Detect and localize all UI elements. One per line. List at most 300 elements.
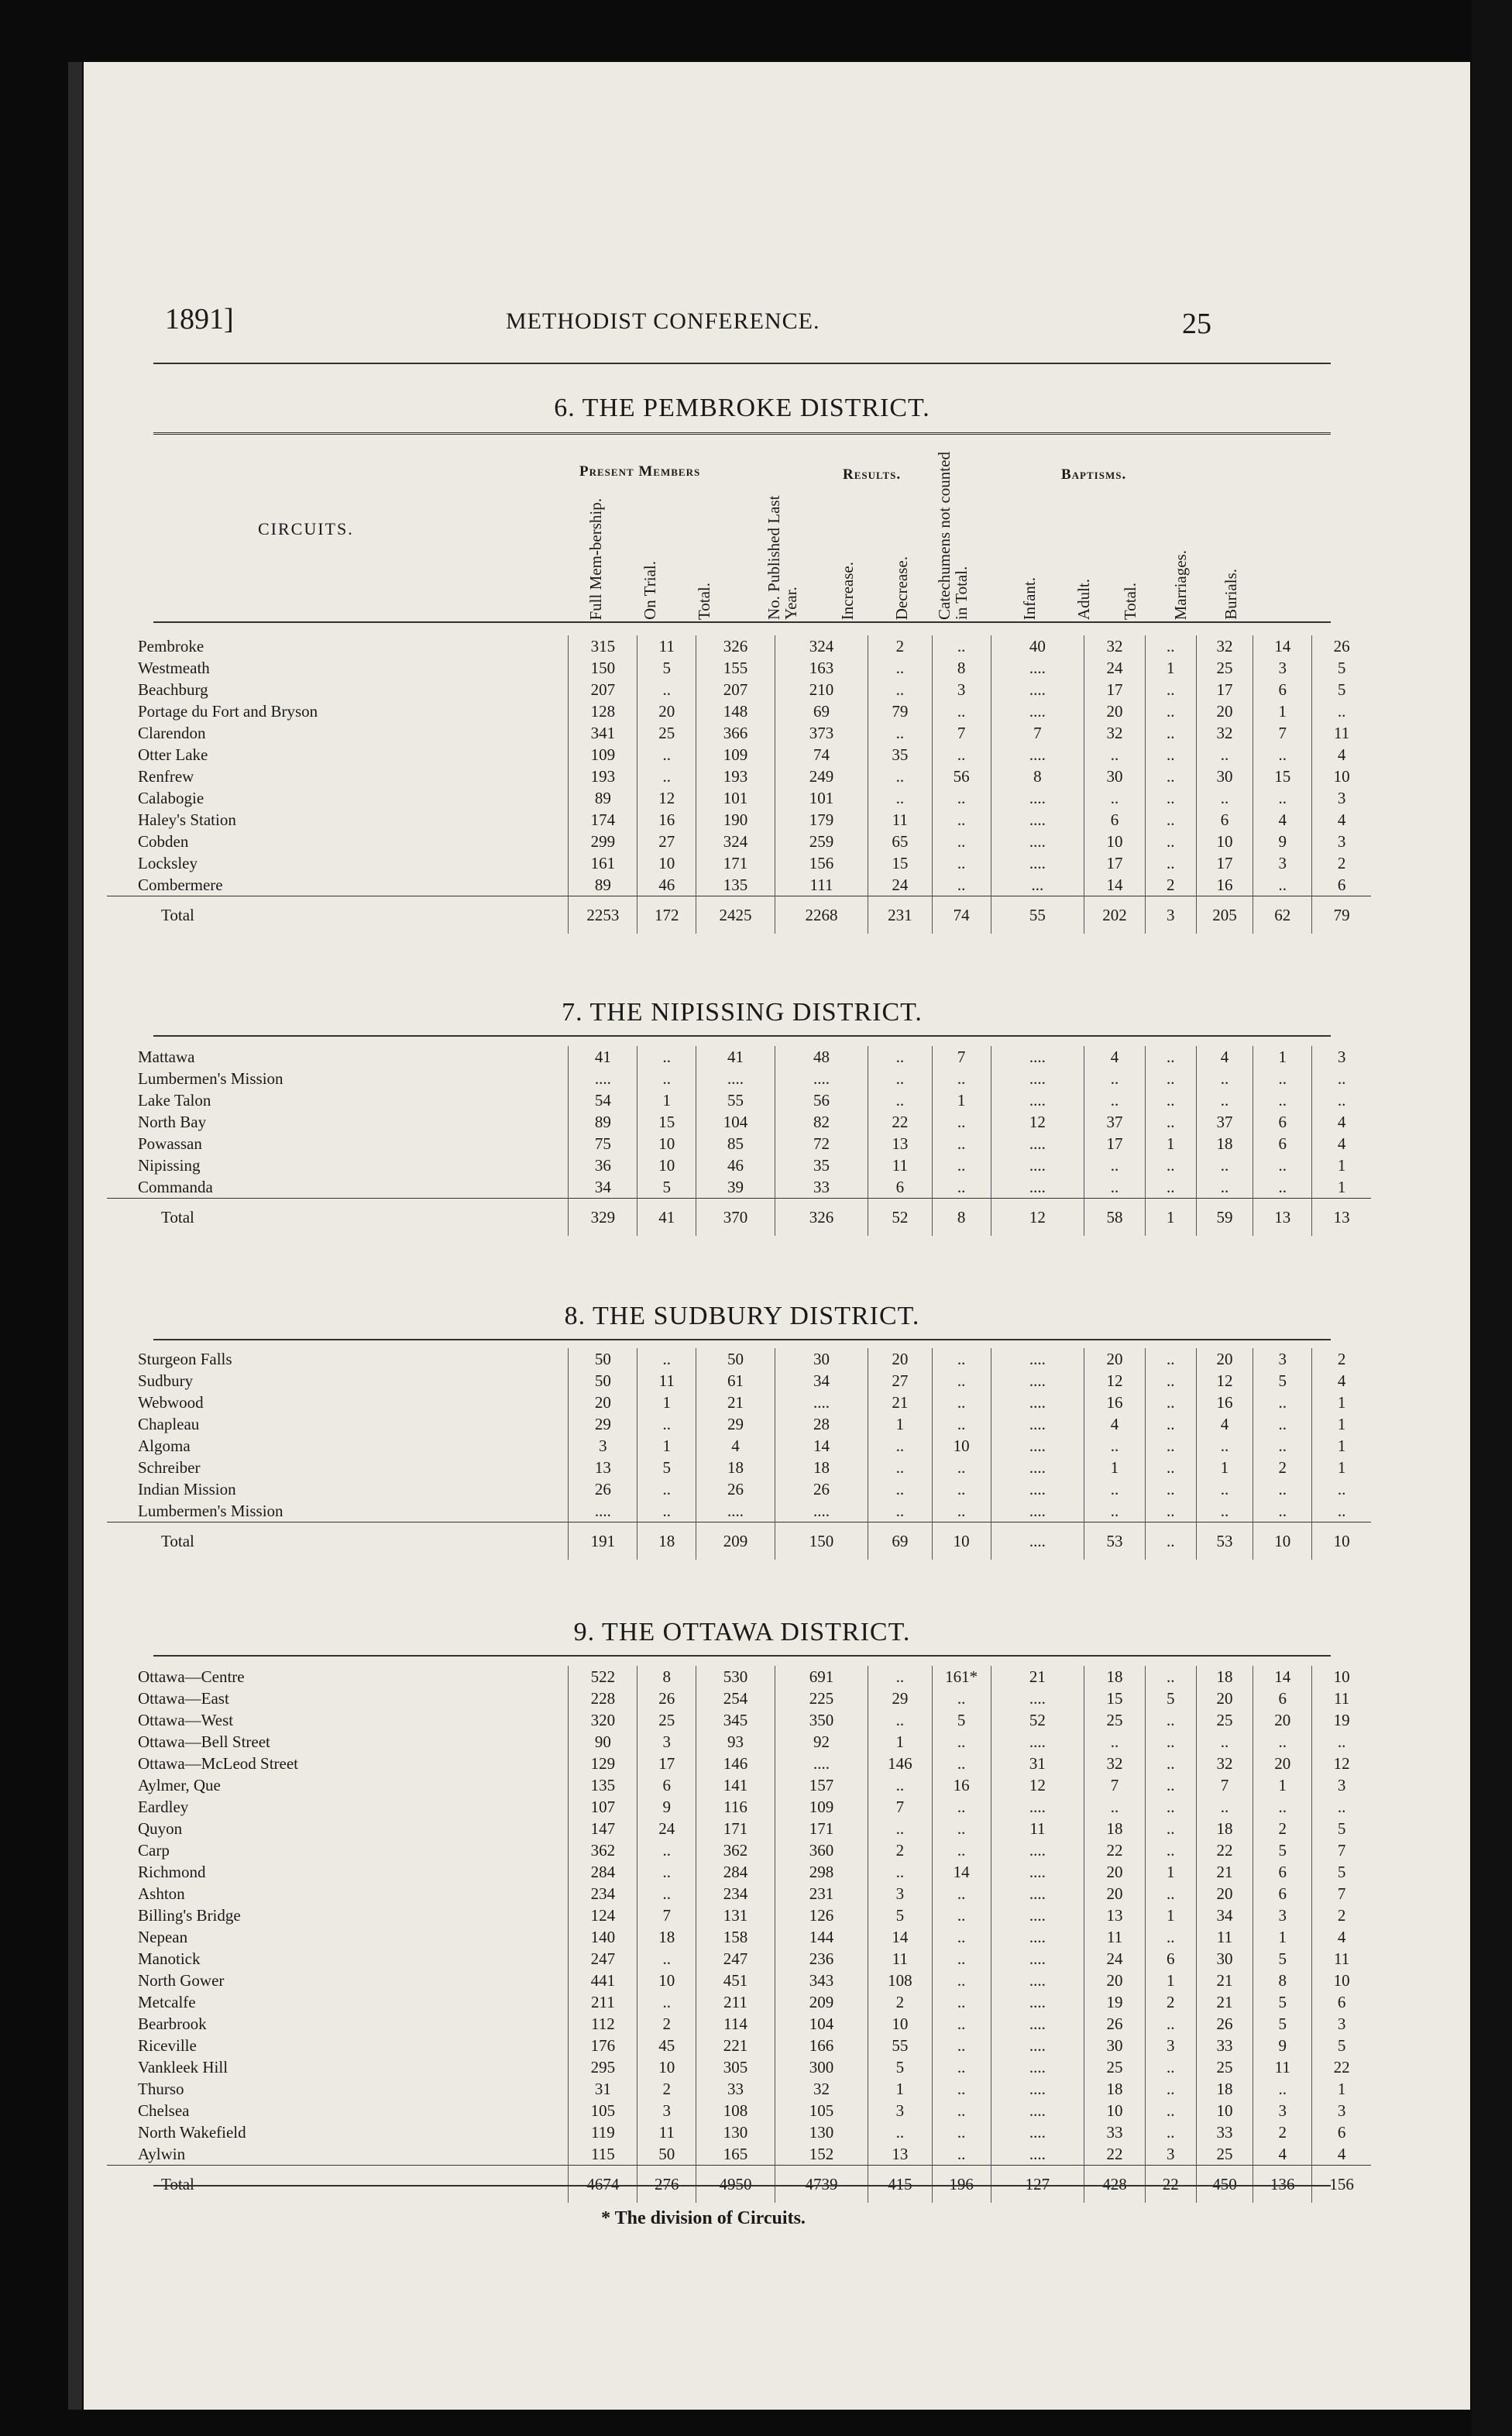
table-cell: 4950 [696, 2166, 775, 2204]
table-cell: 4 [1312, 1370, 1371, 1392]
table-cell: 124 [569, 1904, 637, 1926]
circuit-name: Renfrew [138, 766, 194, 786]
table-cell: 32 [1084, 1753, 1146, 1774]
circuit-name: Ashton [138, 1884, 185, 1903]
table-cell: 22 [1196, 1839, 1253, 1861]
table-cell: .. [1253, 1731, 1312, 1753]
table-cell: 144 [775, 1926, 868, 1948]
table-row [107, 1948, 1371, 1970]
table-cell: .... [991, 1046, 1084, 1068]
table-cell: .. [932, 1753, 991, 1774]
table-cell: 15 [1253, 766, 1312, 787]
table-cell: 24 [637, 1818, 696, 1839]
table-cell: 26 [1196, 2013, 1253, 2035]
table-cell: 18 [637, 1522, 696, 1560]
table-cell: 36 [569, 1154, 637, 1176]
table-cell: 225 [775, 1688, 868, 1709]
table-cell: 14 [1084, 874, 1146, 896]
table-cell: 52 [991, 1709, 1084, 1731]
table-cell: 7 [991, 722, 1084, 744]
table-cell: .. [868, 1068, 932, 1089]
table-cell: 114 [696, 2013, 775, 2035]
table-cell: 136 [1253, 2166, 1312, 2204]
table-cell: 20 [1253, 1753, 1312, 1774]
table-cell: 30 [1084, 766, 1146, 787]
title-rule [153, 1035, 1331, 1037]
table-cell: 193 [696, 766, 775, 787]
table-cell: .... [991, 1522, 1084, 1560]
table-cell: .. [1145, 1068, 1196, 1089]
table-cell: .... [991, 1413, 1084, 1435]
table-cell: 5 [637, 1457, 696, 1478]
table-cell: 10 [1253, 1522, 1312, 1560]
table-cell: .. [932, 1731, 991, 1753]
circuit-name: Pembroke [138, 636, 204, 655]
table-cell: .... [991, 1796, 1084, 1818]
table-cell: .. [1145, 2056, 1196, 2078]
table-cell: 4739 [775, 2166, 868, 2204]
table-cell: 207 [569, 679, 637, 700]
table-cell: 3 [868, 1883, 932, 1904]
table-cell: 32 [775, 2078, 868, 2100]
table-cell: 109 [775, 1796, 868, 1818]
table-cell: 193 [569, 766, 637, 787]
table-cell: .. [1253, 1068, 1312, 1089]
table-cell: 40 [991, 635, 1084, 657]
circuit-name: Commanda [138, 1177, 213, 1196]
table-cell: .. [932, 1796, 991, 1818]
table-cell: .. [1145, 1392, 1196, 1413]
table-cell: .. [1145, 1478, 1196, 1500]
table-cell: .... [991, 657, 1084, 679]
table-cell: 22 [868, 1111, 932, 1133]
table-cell: 373 [775, 722, 868, 744]
table-cell: 148 [696, 700, 775, 722]
table-cell: 3 [1312, 787, 1371, 809]
table-cell: 17 [1196, 852, 1253, 874]
table-cell: 12 [991, 1199, 1084, 1237]
table-cell: 105 [775, 2100, 868, 2121]
table-cell: .... [775, 1500, 868, 1522]
table-cell: 26 [775, 1478, 868, 1500]
table-cell: .. [637, 1883, 696, 1904]
title-rule [153, 1339, 1331, 1340]
table-cell: 33 [775, 1176, 868, 1199]
table-cell: .. [932, 1068, 991, 1089]
table-cell: 89 [569, 787, 637, 809]
table-cell: .... [991, 700, 1084, 722]
table-cell: 4 [1312, 1926, 1371, 1948]
table-row [107, 1861, 1371, 1883]
table-cell: 11 [637, 635, 696, 657]
table-cell: .. [1253, 1413, 1312, 1435]
table-cell: 26 [1312, 635, 1371, 657]
table-cell: 236 [775, 1948, 868, 1970]
table-cell: 284 [696, 1861, 775, 1883]
table-cell: 12 [991, 1111, 1084, 1133]
table-cell: .. [1145, 1926, 1196, 1948]
table-cell: .. [1253, 2078, 1312, 2100]
header-year: 1891] [165, 303, 234, 335]
table-cell: 2425 [696, 896, 775, 934]
circuit-name: Mattawa [138, 1047, 195, 1066]
table-cell: 10 [1312, 1522, 1371, 1560]
table-cell: .. [1196, 1154, 1253, 1176]
circuit-name: Haley's Station [138, 810, 236, 829]
table-cell: .. [637, 1413, 696, 1435]
table-cell: 276 [637, 2166, 696, 2204]
table-cell: 366 [696, 722, 775, 744]
table-cell: .... [569, 1068, 637, 1089]
circuit-name: Westmeath [138, 658, 210, 677]
table-cell: 109 [569, 744, 637, 766]
table-cell: 18 [1084, 2078, 1146, 2100]
table-cell: .. [868, 1457, 932, 1478]
table-cell: 6 [868, 1176, 932, 1199]
table-cell: .. [1084, 1500, 1146, 1522]
table-row [107, 831, 1371, 852]
table-cell: 10 [1196, 2100, 1253, 2121]
table-cell: 18 [637, 1926, 696, 1948]
table-cell: 3 [569, 1435, 637, 1457]
table-cell: 22 [1084, 2143, 1146, 2166]
table-cell: .. [932, 1948, 991, 1970]
table-cell: 3 [1312, 2013, 1371, 2035]
table-cell: 21 [868, 1392, 932, 1413]
table-cell: 20 [868, 1348, 932, 1370]
table-cell: 58 [1084, 1199, 1146, 1237]
table-cell: .. [1145, 1839, 1196, 1861]
table-cell: .. [1145, 1796, 1196, 1818]
table-cell: 2 [1312, 1904, 1371, 1926]
table-cell: 1 [1145, 1904, 1196, 1926]
table-cell: 32 [1196, 722, 1253, 744]
table-cell: 25 [637, 722, 696, 744]
table-cell: 10 [637, 1133, 696, 1154]
table-cell: 11 [1312, 1948, 1371, 1970]
table-cell: .... [991, 787, 1084, 809]
table-cell: 109 [696, 744, 775, 766]
table-cell: 79 [1312, 896, 1371, 934]
table-cell: 35 [775, 1154, 868, 1176]
table-cell: 2 [1145, 874, 1196, 896]
table-cell: .. [868, 1478, 932, 1500]
table-cell: 18 [775, 1457, 868, 1478]
table-cell: 14 [932, 1861, 991, 1883]
table-cell: .. [932, 1392, 991, 1413]
table-cell: .. [932, 1133, 991, 1154]
table-cell: .. [1312, 1478, 1371, 1500]
table-cell: .. [932, 1818, 991, 1839]
ledger-page [84, 62, 1470, 2410]
table-cell: 202 [1084, 896, 1146, 934]
table-cell: 11 [637, 1370, 696, 1392]
table-cell: 55 [696, 1089, 775, 1111]
table-cell: 1 [637, 1392, 696, 1413]
table-cell: 10 [1312, 1970, 1371, 1991]
table-cell: .. [932, 2100, 991, 2121]
table-cell: .... [991, 1991, 1084, 2013]
ottawa-district-table [107, 1666, 1371, 2203]
table-cell: 17 [1084, 679, 1146, 700]
table-cell: 190 [696, 809, 775, 831]
table-row [107, 1709, 1371, 1731]
table-cell: 112 [569, 2013, 637, 2035]
table-cell: 7 [1084, 1774, 1146, 1796]
table-cell: 32 [1084, 722, 1146, 744]
table-row [107, 635, 1371, 657]
table-cell: 295 [569, 2056, 637, 2078]
table-cell: .. [1084, 1796, 1146, 1818]
table-cell: 1 [1196, 1457, 1253, 1478]
table-cell: .. [1145, 1774, 1196, 1796]
table-cell: 2 [868, 1991, 932, 2013]
table-cell: .. [868, 2121, 932, 2143]
table-cell: 33 [1196, 2035, 1253, 2056]
table-cell: 115 [569, 2143, 637, 2166]
table-cell: 50 [569, 1348, 637, 1370]
district-title: 6. THE PEMBROKE DISTRICT. [554, 394, 930, 422]
table-cell: .. [1145, 2100, 1196, 2121]
table-cell: 13 [868, 1133, 932, 1154]
table-cell: 415 [868, 2166, 932, 2204]
table-cell: 62 [1253, 896, 1312, 934]
table-cell: 2 [868, 635, 932, 657]
table-cell: 130 [696, 2121, 775, 2143]
table-cell: 50 [569, 1370, 637, 1392]
table-cell: 92 [775, 1731, 868, 1753]
table-row [107, 1500, 1371, 1522]
table-cell: 3 [1253, 2100, 1312, 2121]
table-cell: 20 [637, 700, 696, 722]
circuit-name: Bearbrook [138, 2014, 207, 2033]
table-cell: 20 [1196, 1688, 1253, 1709]
table-cell: 21 [1196, 1970, 1253, 1991]
table-cell: 1 [1145, 657, 1196, 679]
table-cell: 5 [1253, 2013, 1312, 2035]
table-cell: .. [1253, 1796, 1312, 1818]
increase-heading: Increase. [838, 561, 857, 620]
table-cell: 45 [637, 2035, 696, 2056]
table-cell: 21 [1196, 1991, 1253, 2013]
table-cell: 2268 [775, 896, 868, 934]
table-cell: 161 [569, 852, 637, 874]
circuit-name: Total [107, 896, 569, 934]
table-cell: 4 [1196, 1046, 1253, 1068]
table-cell: 3 [1312, 831, 1371, 852]
table-cell: .... [991, 1068, 1084, 1089]
table-cell: 4674 [569, 2166, 637, 2204]
table-cell: .. [637, 1068, 696, 1089]
table-cell: 37 [1084, 1111, 1146, 1133]
table-cell: 5 [1253, 1370, 1312, 1392]
table-cell: 11 [1084, 1926, 1146, 1948]
table-cell: .. [637, 744, 696, 766]
table-cell: .. [932, 831, 991, 852]
table-cell: 85 [696, 1133, 775, 1154]
table-cell: 370 [696, 1199, 775, 1237]
table-cell: 16 [1196, 1392, 1253, 1413]
table-cell: 14 [868, 1926, 932, 1948]
table-cell: .. [932, 874, 991, 896]
table-cell: .. [932, 2035, 991, 2056]
district-title: 8. THE SUDBURY DISTRICT. [564, 1302, 920, 1330]
circuit-name: Webwood [138, 1392, 204, 1412]
table-cell: .. [868, 1709, 932, 1731]
table-cell: .. [1145, 635, 1196, 657]
table-cell: 8 [991, 766, 1084, 787]
table-cell: .... [569, 1500, 637, 1522]
table-row [107, 1068, 1371, 1089]
table-cell: .... [991, 2100, 1084, 2121]
table-cell: .. [932, 1688, 991, 1709]
table-cell: .. [1145, 1753, 1196, 1774]
table-cell: .... [991, 1089, 1084, 1111]
decrease-heading: Decrease. [892, 556, 911, 620]
table-cell: 16 [1084, 1392, 1146, 1413]
table-cell: .. [1253, 874, 1312, 896]
table-cell: 3 [637, 2100, 696, 2121]
infant-heading: Infant. [1020, 576, 1039, 620]
table-cell: 7 [932, 1046, 991, 1068]
table-cell: 345 [696, 1709, 775, 1731]
table-cell: 1 [932, 1089, 991, 1111]
table-cell: .. [637, 766, 696, 787]
full-membership-heading: Full Mem-bership. [586, 497, 605, 620]
table-cell: 11 [1196, 1926, 1253, 1948]
table-cell: .... [991, 1731, 1084, 1753]
table-cell: 105 [569, 2100, 637, 2121]
table-cell: 3 [1253, 852, 1312, 874]
table-cell: .. [868, 657, 932, 679]
table-cell: 8 [932, 657, 991, 679]
table-cell: .. [932, 700, 991, 722]
table-cell: .. [1145, 2121, 1196, 2143]
table-row [107, 1348, 1371, 1370]
table-cell: 221 [696, 2035, 775, 2056]
table-cell: .... [991, 1926, 1084, 1948]
table-cell: .... [991, 1839, 1084, 1861]
table-cell: 101 [696, 787, 775, 809]
table-cell: 20 [569, 1392, 637, 1413]
table-cell: .. [1253, 1176, 1312, 1199]
table-cell: 7 [1253, 722, 1312, 744]
table-cell: .. [1253, 1089, 1312, 1111]
heading-rule [153, 621, 1331, 623]
table-cell: 21 [991, 1666, 1084, 1688]
table-cell: 22 [1084, 1839, 1146, 1861]
table-cell: 11 [637, 2121, 696, 2143]
table-cell: 20 [1084, 700, 1146, 722]
table-cell: 32 [1196, 1753, 1253, 1774]
table-cell: 13 [868, 2143, 932, 2166]
table-cell: 211 [569, 1991, 637, 2013]
table-cell: 5 [932, 1709, 991, 1731]
table-row [107, 657, 1371, 679]
table-cell: 7 [637, 1904, 696, 1926]
marriages-heading: Marriages. [1171, 549, 1190, 620]
table-cell: 2 [637, 2078, 696, 2100]
table-cell: 74 [775, 744, 868, 766]
burials-heading: Burials. [1222, 569, 1240, 620]
total-row [107, 1199, 1371, 1237]
table-cell: 6 [637, 1774, 696, 1796]
table-cell: 41 [569, 1046, 637, 1068]
table-cell: 350 [775, 1709, 868, 1731]
table-cell: .. [868, 1089, 932, 1111]
table-cell: .. [1145, 2013, 1196, 2035]
table-cell: .. [932, 2013, 991, 2035]
table-cell: 3 [1253, 1348, 1312, 1370]
table-cell: 8 [637, 1666, 696, 1688]
table-cell: 171 [696, 1818, 775, 1839]
header-rule [153, 363, 1331, 364]
table-cell: 13 [1253, 1199, 1312, 1237]
table-cell: 1 [1145, 1861, 1196, 1883]
table-cell: 33 [1196, 2121, 1253, 2143]
circuit-name: Total [107, 1522, 569, 1560]
table-row [107, 1688, 1371, 1709]
circuit-name: Ottawa—West [138, 1710, 234, 1729]
table-cell: 1 [1312, 1413, 1371, 1435]
table-cell: 15 [868, 852, 932, 874]
table-cell: .. [868, 787, 932, 809]
table-cell: 29 [696, 1413, 775, 1435]
table-row [107, 1904, 1371, 1926]
table-row [107, 1111, 1371, 1133]
circuit-name: Chapleau [138, 1414, 200, 1433]
table-cell: .. [1196, 744, 1253, 766]
table-cell: .... [991, 1948, 1084, 1970]
table-cell: 2 [1312, 1348, 1371, 1370]
table-cell: 61 [696, 1370, 775, 1392]
table-cell: .. [932, 809, 991, 831]
table-cell: 22 [1145, 2166, 1196, 2204]
table-cell: 3 [1312, 2100, 1371, 2121]
published-heading: No. Published Last Year. [765, 495, 800, 620]
table-row [107, 1435, 1371, 1457]
table-cell: 24 [1084, 657, 1146, 679]
table-cell: 12 [1196, 1370, 1253, 1392]
table-cell: .. [1145, 1500, 1196, 1522]
table-cell: 4 [1084, 1046, 1146, 1068]
table-cell: 156 [775, 852, 868, 874]
circuit-name: Cobden [138, 831, 189, 851]
table-cell: 5 [1253, 1948, 1312, 1970]
circuit-name: Aylmer, Que [138, 1775, 221, 1794]
table-row [107, 1154, 1371, 1176]
table-cell: .. [637, 1348, 696, 1370]
table-cell: 41 [637, 1199, 696, 1237]
table-cell: 127 [991, 2166, 1084, 2204]
table-row [107, 1926, 1371, 1948]
table-cell: 108 [868, 1970, 932, 1991]
table-cell: 1 [868, 1731, 932, 1753]
table-cell: 315 [569, 635, 637, 657]
table-cell: 16 [932, 1774, 991, 1796]
table-cell: .... [991, 744, 1084, 766]
table-cell: 34 [1196, 1904, 1253, 1926]
table-row [107, 1133, 1371, 1154]
table-cell: 4 [1253, 2143, 1312, 2166]
table-cell: .. [1084, 1089, 1146, 1111]
table-cell: 1 [868, 2078, 932, 2100]
table-cell: 29 [569, 1413, 637, 1435]
table-cell: .... [991, 1176, 1084, 1199]
table-cell: .. [1145, 2078, 1196, 2100]
table-row [107, 1392, 1371, 1413]
table-cell: 21 [1196, 1861, 1253, 1883]
